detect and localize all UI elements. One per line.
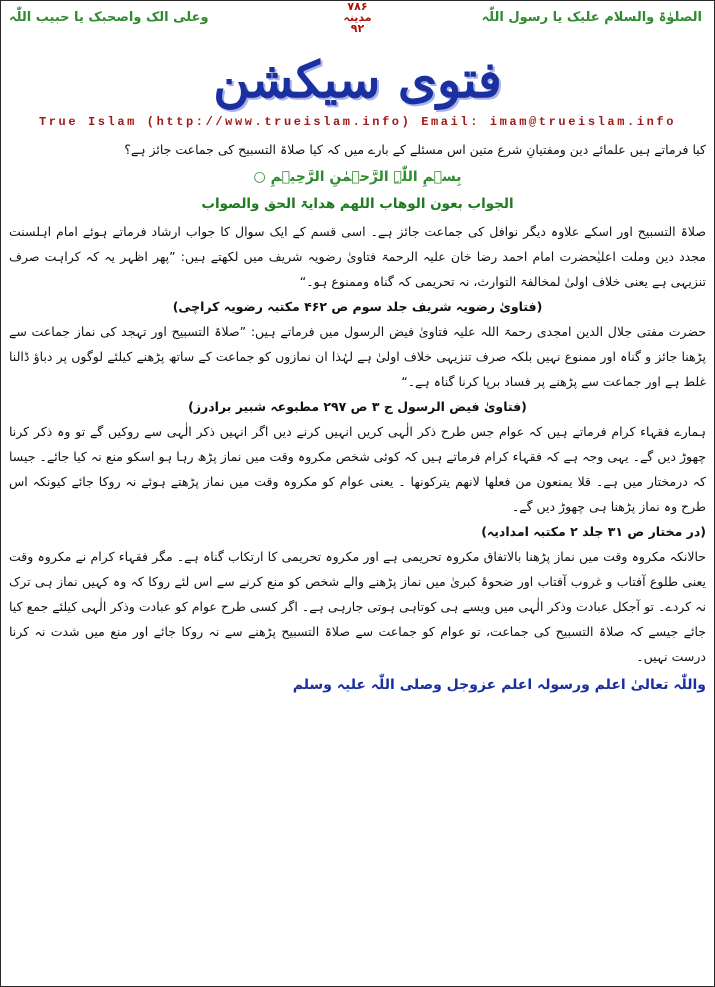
page-header	[1, 1, 714, 49]
paragraph-3: ہمارے فقہاء کرام فرماتے ہیں کہ عوام جس طرح ذکر الٰہی کریں انہیں کرنے دیں اگر انہیں ذکر الٰہی سے روکیں گے تو وہ ذکر کرنا چھوڑ دیں گے۔ یہی وجہ ہے کہ فقہاء کرام فرماتے ہیں کہ کوئی شخص مکروہ وقت میں نماز پڑھ رہا ہو اسکو منع نہ کیا جائے۔ جیسا کہ درمختار میں ہے۔ قلا یمنعون من فعلھا لانھم یترکونھا ۔ یعنی عوام کو مکروہ وقت میں نماز پڑھتے ہوئے نہ روکا جائے کیونکہ اس طرح وہ نماز پڑھنا ہی چھوڑ دیں گے۔	[9, 424, 706, 514]
reference-1: (فتاویٰ رضویہ شریف جلد سوم ص ۴۶۲ مکتبہ رضویہ کراچی)	[172, 299, 543, 314]
paragraph-4: حالانکہ مکروہ وقت میں نماز پڑھنا بالاتفاق مکروہ تحریمی ہے اور مکروہ تحریمی کا ارتکاب گناہ ہے۔ مگر فقہاء کرام نے مکروہ وقت یعنی طلوع آفتاب و غروب آفتاب اور ضحوۂ کبریٰ میں نماز پڑھنے والے شخص کو منع کرنے سے اس لئے روکا کہ وہ کہیں نماز ہی ترک نہ کردے۔ تو آجکل عبادت وذکر الٰہی میں ویسے ہی کوتاہی ہوتی جارہی ہے۔ اگر کسی طرح عوام کو عبادت وذکر الٰہی کیلئے جمع کیا جائے جیسے کہ صلاۃ التسبیح کی جماعت، تو عوام کو جماعت سے صلاۃ التسبیح پڑھنے سے نہ روکا جائے اور منع میں شدت نہ کرنا درست نہیں۔	[9, 549, 706, 664]
header-number-top: ۷۸۶	[347, 0, 368, 13]
reference-3: (در مختار ص ۳۱ جلد ۲ مکتبہ امدادیہ)	[481, 524, 706, 539]
bismillah: بِسۡمِ اللّٰہِ الرَّحۡمٰنِ الرَّحِیۡمِ ○	[253, 169, 462, 185]
paragraph-2: حضرت مفتی جلال الدین امجدی رحمۃ اللہ علیہ فتاویٰ فیض الرسول میں فرماتے ہیں: ”صلاۃ التسبیح اور تہجد کی نماز جماعت سے پڑھنا جائز و گناہ اور ممنوع نہیں بلکہ صرف تنزیہی خلاف اولیٰ ہے لہٰذا ان نمازوں کو جماعت کے ساتھ پڑھنے کیلئے لوگوں پر دباؤ ڈالنا غلط ہے اور جماعت سے پڑھنے پر فساد برپا کرنا گناہ ہے۔“	[9, 324, 706, 389]
salutation-left: وعلی الک واصحبک یا حبیب اللّٰہ	[9, 10, 209, 25]
closing-line: واللّٰہ تعالیٰ اعلم ورسولہ اعلم عزوجل وصلی اللّٰہ علیہ وسلم	[292, 677, 706, 693]
page-title: فتوی سیکشن	[213, 50, 502, 109]
contact-line: True Islam (http://www.trueislam.info) Email: imam@trueislam.info	[38, 115, 677, 129]
paragraph-1: صلاۃ التسبیح اور اسکے علاوہ دیگر نوافل کی جماعت جائز ہے۔ اسی قسم کے ایک سوال کا جواب ارشاد فرماتے ہوئے امام اہلسنت مجدد دین وملت اعلیٰحضرت امام احمد رضا خان علیہ الرحمۃ فتاویٰ رضویہ شریف میں لکھتے ہیں: ”پھر اظہر یہ کہ کراہت صرف تنزیہی ہے یعنی خلاف اولیٰ لمخالفۃ التوارث، نہ تحریمی کہ گناہ وممنوع ہو۔“	[9, 224, 706, 289]
salutation-right: الصلوٰۃ والسلام علیک یا رسول اللّٰہ	[481, 10, 702, 25]
fatwa-body	[9, 137, 706, 698]
question-text: کیا فرماتے ہیں علمائے دین ومفتیانِ شرع متین اس مسئلے کے بارے میں کہ کیا صلاۃ التسبیح کی جماعت جائز ہے؟	[124, 142, 706, 157]
header-madina: مدینہ	[343, 11, 372, 24]
answer-heading: الجواب بعون الوھاب اللھم ھدایۃ الحق والصواب	[201, 196, 514, 212]
reference-2: (فتاویٰ فیض الرسول ج ۳ ص ۲۹۷ مطبوعہ شبیر برادرز)	[188, 399, 527, 414]
header-number-bottom: ۹۲	[350, 22, 365, 35]
